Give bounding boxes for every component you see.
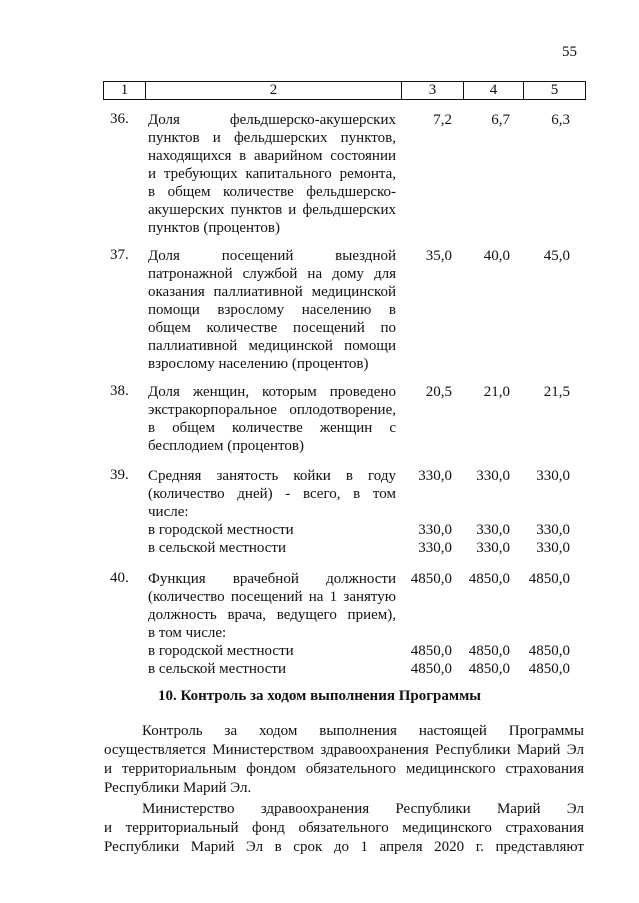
row-text-line: оказания паллиативной медицинской <box>148 284 396 300</box>
table-header <box>103 81 586 100</box>
header-col-5: 5 <box>524 82 586 100</box>
row-text-line: в том числе: <box>148 625 227 641</box>
value-col-5 <box>510 247 570 265</box>
header-col-3: 3 <box>402 82 464 100</box>
row-text-line: (количество дней) - всего, в том <box>148 486 396 502</box>
cell-value: 330,0 <box>536 540 570 556</box>
row-index: 37. <box>110 247 129 263</box>
value-col-5 <box>510 467 570 557</box>
cell-value: 7,2 <box>433 112 452 128</box>
cell-value: 21,5 <box>543 384 570 400</box>
cell-value: 330,0 <box>476 540 510 556</box>
cell-value: 4850,0 <box>468 643 510 659</box>
row-description <box>148 467 396 557</box>
cell-value <box>392 624 452 642</box>
paragraph-line: Министерство здравоохранения Республики Марий Эл <box>142 801 584 817</box>
value-col-3 <box>392 247 452 265</box>
paragraph-2 <box>104 800 584 857</box>
row-text-line: находящихся в аварийном состоянии <box>148 148 396 164</box>
row-text-line: взрослому населению (процентов) <box>148 356 369 372</box>
row-text-line: в сельской местности <box>148 540 286 556</box>
row-text-line: пунктов и фельдшерских пунктов, <box>148 130 396 146</box>
value-col-3 <box>392 111 452 129</box>
cell-value <box>510 503 570 521</box>
row-text-line: в общем количестве женщин с <box>148 420 396 436</box>
page-number: 55 <box>562 44 577 60</box>
paragraph-line: Республики Марий Эл в срок до 1 апреля 2020 г. представляют <box>104 839 584 855</box>
row-text-line: в городской местности <box>148 522 294 538</box>
cell-value: 330,0 <box>536 522 570 538</box>
cell-value: 40,0 <box>483 248 510 264</box>
row-description <box>148 247 396 373</box>
cell-value: 330,0 <box>418 522 452 538</box>
cell-value <box>392 485 452 503</box>
row-text-line: общем количестве посещений по <box>148 320 396 336</box>
paragraph-line: и территориальным фондом обязательного медицинского страхования <box>104 761 584 777</box>
section-title: 10. Контроль за ходом выполнения Программы <box>157 688 482 704</box>
cell-value: 4850,0 <box>410 661 452 677</box>
paragraph-line: и территориальный фонд обязательного медицинского страхования <box>104 820 584 836</box>
cell-value: 20,5 <box>425 384 452 400</box>
paragraph-line: Республики Марий Эл. <box>104 780 252 796</box>
cell-value: 330,0 <box>418 540 452 556</box>
value-col-5 <box>510 111 570 129</box>
cell-value: 4850,0 <box>410 643 452 659</box>
cell-value <box>392 588 452 606</box>
row-text-line: Функция врачебной должности <box>148 571 396 587</box>
cell-value: 4850,0 <box>410 571 452 587</box>
paragraph-1 <box>104 722 584 798</box>
row-text-line: в сельской местности <box>148 661 286 677</box>
paragraph-line: Контроль за ходом выполнения настоящей Программы <box>142 723 584 739</box>
cell-value <box>510 588 570 606</box>
cell-value: 35,0 <box>425 248 452 264</box>
value-col-4 <box>450 383 510 401</box>
cell-value <box>450 624 510 642</box>
header-col-2: 2 <box>146 82 402 100</box>
cell-value: 330,0 <box>536 468 570 484</box>
row-text-line: экстракорпоральное оплодотворение, <box>148 402 396 418</box>
cell-value: 4850,0 <box>528 661 570 677</box>
value-col-4 <box>450 467 510 557</box>
value-col-4 <box>450 111 510 129</box>
cell-value: 330,0 <box>476 522 510 538</box>
row-text-line: (количество посещений на 1 занятую <box>148 589 396 605</box>
paragraph-line: осуществляется Министерством здравоохранения Республики Марий Эл <box>104 742 584 758</box>
row-index: 39. <box>110 467 129 483</box>
row-index: 36. <box>110 111 129 127</box>
cell-value <box>510 624 570 642</box>
cell-value: 4850,0 <box>528 571 570 587</box>
row-text-line: в городской местности <box>148 643 294 659</box>
row-index: 38. <box>110 383 129 399</box>
row-text-line: акушерских пунктов и фельдшерских <box>148 202 396 218</box>
row-text-line: Доля женщин, которым проведено <box>148 384 396 400</box>
value-col-3 <box>392 570 452 678</box>
cell-value <box>510 485 570 503</box>
row-text-line: Доля фельдшерско-акушерских <box>148 112 396 128</box>
row-description <box>148 383 396 455</box>
row-text-line: паллиативной медицинской помощи <box>148 338 396 354</box>
cell-value: 330,0 <box>476 468 510 484</box>
row-text-line: патронажной службой на дому для <box>148 266 396 282</box>
row-text-line: пунктов (процентов) <box>148 220 281 236</box>
cell-value <box>392 503 452 521</box>
cell-value: 330,0 <box>418 468 452 484</box>
cell-value: 45,0 <box>543 248 570 264</box>
row-text-line: в общем количестве фельдшерско- <box>148 184 396 200</box>
value-col-3 <box>392 383 452 401</box>
header-col-1: 1 <box>104 82 146 100</box>
cell-value: 21,0 <box>483 384 510 400</box>
cell-value <box>450 503 510 521</box>
value-col-3 <box>392 467 452 557</box>
value-col-4 <box>450 570 510 678</box>
cell-value: 6,7 <box>491 112 510 128</box>
row-text-line: бесплодием (процентов) <box>148 438 304 454</box>
header-col-4: 4 <box>464 82 524 100</box>
cell-value <box>392 606 452 624</box>
row-text-line: и требующих капитального ремонта, <box>148 166 396 182</box>
row-text-line: должность врача, ведущего прием), <box>148 607 396 623</box>
cell-value: 4850,0 <box>468 571 510 587</box>
cell-value <box>450 485 510 503</box>
row-index: 40. <box>110 570 129 586</box>
cell-value <box>510 606 570 624</box>
value-col-4 <box>450 247 510 265</box>
value-col-5 <box>510 570 570 678</box>
row-description <box>148 570 396 678</box>
cell-value <box>450 606 510 624</box>
cell-value: 4850,0 <box>468 661 510 677</box>
row-text-line: числе: <box>148 504 189 520</box>
row-text-line: помощи взрослому населению в <box>148 302 396 318</box>
cell-value <box>450 588 510 606</box>
row-text-line: Средняя занятость койки в году <box>148 468 396 484</box>
row-text-line: Доля посещений выездной <box>148 248 396 264</box>
row-description <box>148 111 396 237</box>
value-col-5 <box>510 383 570 401</box>
cell-value: 4850,0 <box>528 643 570 659</box>
cell-value: 6,3 <box>551 112 570 128</box>
